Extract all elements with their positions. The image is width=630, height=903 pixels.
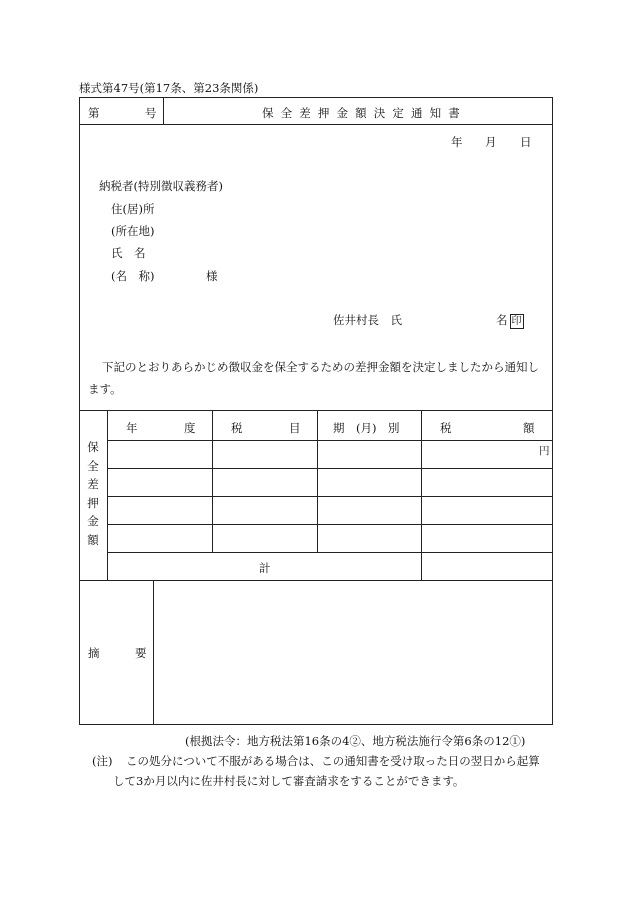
seal-mark: 印 bbox=[511, 316, 522, 327]
notice-body-text bbox=[88, 356, 546, 400]
body-sentence: 下記のとおりあらかじめ徴収金を保全するための差押金額を決定しましたから通知します。 bbox=[88, 360, 539, 396]
note-line-1: この処分について不服がある場合は、この通知書を受け取った日の翌日から起算 bbox=[126, 754, 540, 768]
header-period: 期 (月) 別 bbox=[333, 421, 400, 435]
address-label: 住(居)所 bbox=[111, 202, 155, 216]
date-year: 年 bbox=[451, 135, 463, 149]
table-column-line bbox=[212, 410, 213, 552]
remarks-divider bbox=[153, 580, 154, 725]
total-label: 計 bbox=[259, 561, 271, 575]
entity-name-label: (名 称) bbox=[111, 269, 155, 283]
table-row-line bbox=[107, 552, 553, 553]
table-bottom-line bbox=[79, 580, 553, 581]
note-label: (注) bbox=[92, 754, 113, 768]
row-label-char: 金 bbox=[87, 514, 99, 528]
location-label: (所在地) bbox=[111, 224, 155, 238]
body-divider bbox=[79, 410, 553, 411]
header-tax-a: 税 bbox=[231, 421, 243, 435]
issuer-name-char: 名 bbox=[496, 313, 508, 327]
table-column-line bbox=[317, 410, 318, 552]
table-label-column-line bbox=[107, 410, 108, 580]
honorific: 様 bbox=[206, 269, 218, 283]
row-label-char: 差 bbox=[87, 477, 99, 491]
issuer-name-suffix bbox=[496, 312, 524, 329]
legal-basis: (根拠法令：地方税法第16条の4②、地方税法施行令第6条の12①) bbox=[185, 734, 526, 748]
header-amount-b: 額 bbox=[523, 421, 535, 435]
table-header-divider bbox=[107, 440, 553, 441]
remarks-label-b: 要 bbox=[135, 646, 147, 660]
date-month: 月 bbox=[485, 135, 497, 149]
date-day: 日 bbox=[520, 135, 532, 149]
table-row-label bbox=[86, 438, 100, 549]
table-row-line bbox=[107, 496, 553, 497]
number-suffix: 号 bbox=[145, 106, 157, 120]
header-number-divider bbox=[163, 97, 164, 124]
note-line-2: して3か月以内に佐井村長に対して審査請求をすることができます。 bbox=[113, 774, 465, 788]
row-label-char: 保 bbox=[87, 440, 99, 454]
header-divider bbox=[79, 124, 553, 125]
row-label-char: 押 bbox=[87, 495, 99, 510]
header-year-b: 度 bbox=[184, 421, 196, 435]
row-label-char: 額 bbox=[87, 532, 99, 547]
currency-unit: 円 bbox=[539, 445, 550, 457]
form-number-label: 様式第47号(第17条、第23条関係) bbox=[79, 81, 259, 95]
name-label: 氏 名 bbox=[111, 246, 146, 260]
table-row-line bbox=[107, 524, 553, 525]
header-year-a: 年 bbox=[126, 421, 138, 435]
row-label-char: 全 bbox=[87, 458, 99, 473]
document-title: 保全差押金額決定通知書 bbox=[262, 106, 467, 120]
issuer-title: 佐井村長 氏 bbox=[333, 313, 402, 327]
taxpayer-label: 納税者(特別徴収義務者) bbox=[99, 179, 223, 193]
number-prefix: 第 bbox=[88, 106, 100, 120]
table-row-line bbox=[107, 468, 553, 469]
remarks-label-a: 摘 bbox=[88, 646, 100, 660]
header-amount-a: 税 bbox=[440, 421, 452, 435]
header-tax-b: 目 bbox=[289, 421, 301, 435]
table-column-line bbox=[421, 410, 422, 580]
